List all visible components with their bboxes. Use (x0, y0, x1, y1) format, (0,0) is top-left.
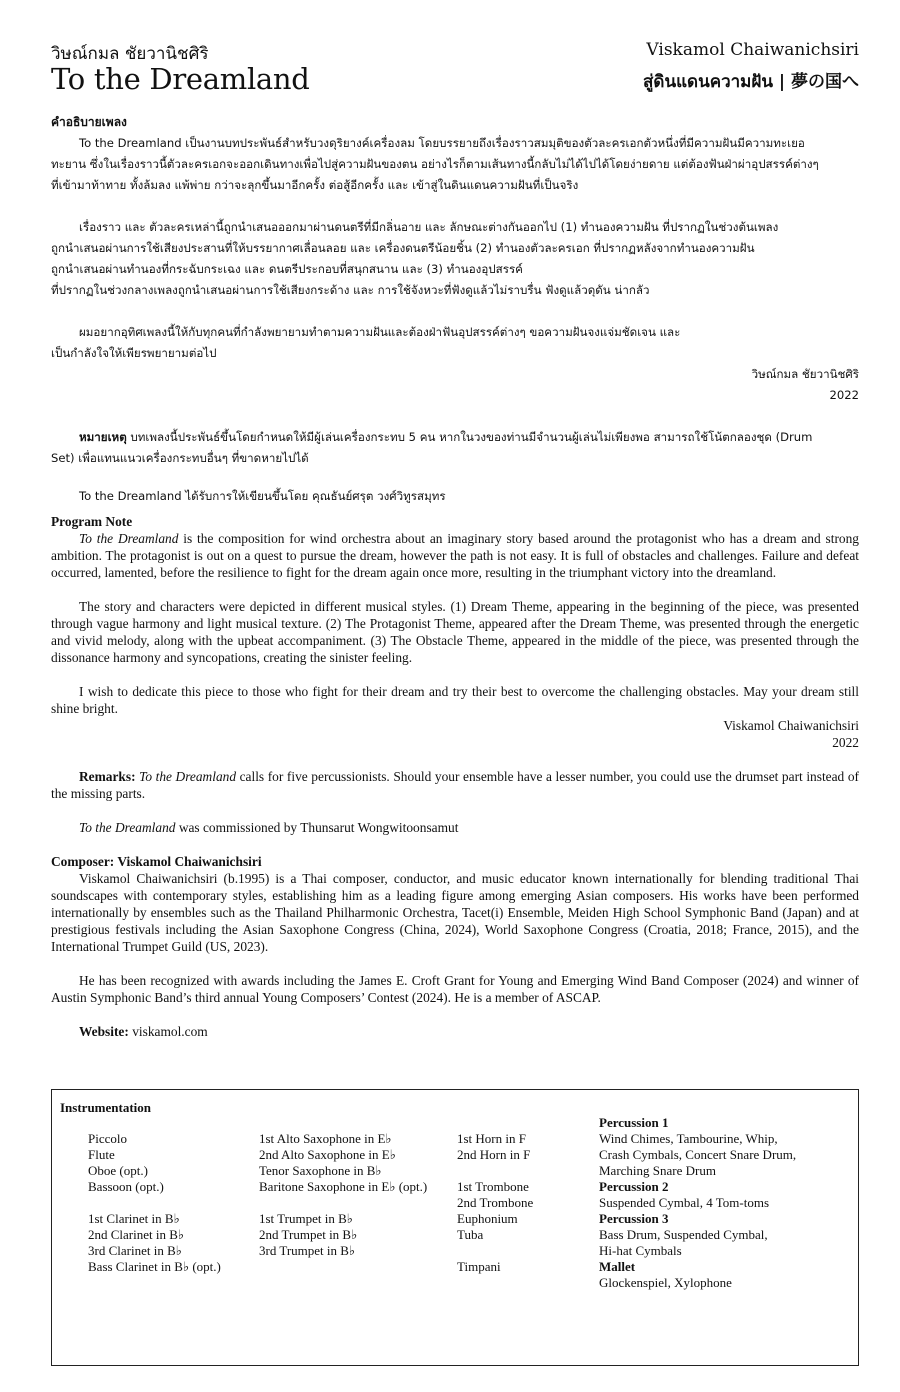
instrumentation-col-saxophones-trumpets (259, 1115, 427, 1275)
instrument-item: 2nd Trombone (457, 1195, 534, 1210)
program-note-heading: Program Note (51, 514, 133, 529)
instrument-item: Glockenspiel, Xylophone (599, 1275, 732, 1290)
instrument-item (457, 1163, 533, 1179)
header (51, 36, 859, 106)
website-label: Website: (79, 1024, 129, 1039)
instrument-item: 1st Clarinet in B♭ (88, 1211, 180, 1226)
thai-remark-label: หมายเหตุ (79, 430, 127, 444)
thai-para2-line: ถูกนำเสนอผ่านการใช้เสียงประสานที่ให้บรรยากาศเลื่อนลอย และ เครื่องดนตรีน้อยชิ้น (2) ทำนองตัวละครเอก ที่ปรากฏหลังจากทำนองความฝัน (51, 241, 755, 255)
piece-title-italic: To the Dreamland (79, 531, 179, 546)
remarks-para (51, 768, 859, 802)
instrument-item: 1st Alto Saxophone in E♭ (259, 1131, 392, 1146)
instrument-item: 1st Horn in F (457, 1131, 526, 1146)
thai-para1-line: ทะยาน ซึ่งในเรื่องราวนี้ตัวละครเอกจะออกเดินทางเพื่อไปสู่ความฝันของตน อย่างไรก็ตามเส้นทางนี้กลับไม่ได้ไปได้โดยง่ายดาย แต่ต้องฟันฝ่าผ่าอุปสรรค์ต่างๆ (51, 157, 819, 171)
percussion-group-heading: Percussion 2 (599, 1179, 669, 1194)
program-note-text: is the composition for wind orchestra about an imaginary story based around the protagonist who has a dream and strong ambition. The protagonist is out on a quest to pursue the dream, however the path is not easy. It is full of obstacles and challenges. Failure and defeat occurred, lamented, before the resilience to fight for the dream again once more, resulting in the triumphant victory into the dreamland. (51, 531, 860, 580)
thai-para2-line: เรื่องราว และ ตัวละครเหล่านี้ถูกนำเสนอออกมาผ่านดนตรีที่มีกลิ่นอาย และ ลักษณะต่างกันออกไป (1) ทำนองความฝัน ที่ปรากฏในช่วงต้นเพลง (79, 220, 779, 234)
instrument-item: Bass Clarinet in B♭ (opt.) (88, 1259, 221, 1274)
english-signature: Viskamol Chaiwanichsiri (723, 718, 859, 733)
thai-heading: คำอธิบายเพลง (51, 115, 127, 129)
instrument-item: Crash Cymbals, Concert Snare Drum, (599, 1147, 797, 1162)
bio-para: He has been recognized with awards including the James E. Croft Grant for Young and Emerging Wind Band Composer (2024) and winner of Austin Symphonic Band’s third annual Young Composers’ Contest (2024). He is a member of ASCAP. (51, 973, 859, 1005)
instrument-item: Flute (88, 1147, 115, 1162)
composer-heading: Composer: Viskamol Chaiwanichsiri (51, 854, 262, 869)
thai-para1-line: To the Dreamland เป็นงานบทประพันธ์สำหรับวงดุริยางค์เครื่องลม โดยบรรยายถึงเรื่องราวสมมุติของตัวละครเอกตัวหนึ่งที่มีความฝันมีความทะเยอ (79, 136, 805, 150)
instrument-item: Piccolo (88, 1131, 127, 1146)
program-note-para (51, 530, 859, 581)
instrument-item (259, 1259, 427, 1275)
piece-title-italic: To the Dreamland (139, 769, 237, 784)
instrument-item: Tuba (457, 1227, 484, 1242)
subtitle-thai: สู่ดินแดนความฝัน | 夢の国へ (643, 72, 859, 92)
instrument-item: 2nd Horn in F (457, 1147, 531, 1162)
instrument-item: 3rd Trumpet in B♭ (259, 1243, 356, 1258)
instrumentation-col-percussion (599, 1115, 796, 1291)
english-year: 2022 (832, 735, 859, 750)
commission-text: was commissioned by Thunsarut Wongwitoonsamut (175, 820, 459, 835)
instrument-item (88, 1115, 221, 1131)
instrument-item (259, 1195, 427, 1211)
instrument-item (259, 1115, 427, 1131)
instrument-item: 1st Trombone (457, 1179, 529, 1194)
piece-title-italic: To the Dreamland (79, 820, 176, 835)
thai-year: 2022 (829, 388, 859, 402)
thai-remark-line: Set) เพื่อแทนแนวเครื่องกระทบอื่นๆ ที่ขาดหายไปได้ (51, 451, 309, 465)
thai-para2-line: ที่ปรากฏในช่วงกลางเพลงถูกนำเสนอผ่านการใช้เสียงกระด้าง และ การใช้จังหวะที่ฟังดูแล้วไม่ราบรื่น ฟังดูแล้วดุดัน น่ากลัว (51, 283, 650, 297)
instrument-item: Baritone Saxophone in E♭ (opt.) (259, 1179, 428, 1194)
instrument-item: 1st Trumpet in B♭ (259, 1211, 353, 1226)
program-note-para: The story and characters were depicted in different musical styles. (1) Dream Theme, appearing in the beginning of the piece, was presented through vague harmony and light musical texture. (2) The Protagonist Theme, appeared after the Dream Theme, was presented through the energetic and vivid melody, along with the upbeat accompaniment. (3) The Obstacle Theme, appeared in the middle of the piece, was presented through the dissonance harmony and syncopations, creating the sinister feeling. (51, 599, 859, 665)
thai-para3-line: เป็นกำลังใจให้เพียรพยายามต่อไป (51, 346, 217, 360)
website-link[interactable]: viskamol.com (128, 1024, 208, 1039)
bio-para: Viskamol Chaiwanichsiri (b.1995) is a Thai composer, conductor, and music educator known internationally for blending traditional Thai soundscapes with contemporary styles, establishing him as a leading figure among emerging Asian composers. His works have been performed internationally by ensembles such as the Thailand Philharmonic Orchestra, Tacet(i) Ensemble, Meiden High School Symphonic Band (Japan) and at prestigious festivals including the Asian Saxophone Congress (China, 2024), World Saxophone Congress (Croatia, 2018; France, 2015), and the International Trumpet Guild (US, 2023). (51, 871, 859, 954)
thai-para2-line: ถูกนำเสนอผ่านทำนองที่กระฉับกระเฉง และ ดนตรีประกอบที่สนุกสนาน และ (3) ทำนองอุปสรรค์ (51, 262, 523, 276)
instrument-item: Suspended Cymbal, 4 Tom-toms (599, 1195, 770, 1210)
percussion-group-heading: Mallet (599, 1259, 636, 1274)
instrument-item (457, 1243, 533, 1259)
instrument-item: Oboe (opt.) (88, 1163, 148, 1178)
instrument-item: Euphonium (457, 1211, 518, 1226)
title-thai: วิษณ์กมล ชัยวานิชศิริ (51, 44, 209, 64)
page-title: To the Dreamland (51, 62, 310, 96)
english-program-note (51, 513, 859, 1040)
instrumentation-col-woodwinds (88, 1115, 221, 1275)
instrumentation-col-brass (457, 1115, 533, 1275)
commission-para (51, 819, 859, 836)
thai-remark-text: บทเพลงนี้ประพันธ์ขึ้นโดยกำหนดให้มีผู้เล่นเครื่องกระทบ 5 คน หากในวงของท่านมีจำนวนผู้เล่นไม่เพียงพอ สามารถใช้โน้ตกลองชุด (Drum (126, 430, 813, 444)
page (51, 36, 859, 1040)
instrument-item: Marching Snare Drum (599, 1163, 716, 1178)
thai-program-note (51, 112, 859, 507)
instrument-item: 3rd Clarinet in B♭ (88, 1243, 182, 1258)
instrument-item (457, 1115, 533, 1131)
thai-para1-line: ที่เข้ามาท้าทาย ทั้งล้มลง แพ้พ่าย กว่าจะลุกขึ้นมาอีกครั้ง ต่อสู้อีกครั้ง และ เข้าสู่ในดินแดนความฝันที่เป็นจริง (51, 178, 579, 192)
percussion-group-heading: Percussion 1 (599, 1115, 669, 1130)
instrument-item: 2nd Trumpet in B♭ (259, 1227, 358, 1242)
instrument-item: 2nd Clarinet in B♭ (88, 1227, 185, 1242)
percussion-group-heading: Percussion 3 (599, 1211, 669, 1226)
instrument-item: Tenor Saxophone in B♭ (259, 1163, 382, 1178)
instrument-item: 2nd Alto Saxophone in E♭ (259, 1147, 396, 1162)
thai-remark-line (51, 427, 859, 448)
program-note-para: I wish to dedicate this piece to those who fight for their dream and try their best to overcome the challenging obstacles. May your dream still shine bright. (51, 684, 859, 716)
instrument-item: Bass Drum, Suspended Cymbal, (599, 1227, 768, 1242)
instrument-item (88, 1195, 221, 1211)
instrument-item: Hi-hat Cymbals (599, 1243, 682, 1258)
composer-name: Viskamol Chaiwanichsiri (646, 40, 859, 60)
website-line (51, 1023, 859, 1040)
thai-signature: วิษณ์กมล ชัยวานิชศิริ (751, 367, 859, 381)
instrument-item: Wind Chimes, Tambourine, Whip, (599, 1131, 778, 1146)
remarks-label: Remarks: (79, 769, 136, 784)
instrument-item: Timpani (457, 1259, 501, 1274)
thai-para3-line: ผมอยากอุทิศเพลงนี้ให้กับทุกคนที่กำลังพยายามทำตามความฝันและต้องฝ่าฟันอุปสรรค์ต่างๆ ขอความฝันจงแจ่มชัดเจน และ (79, 325, 681, 339)
instrument-item: Bassoon (opt.) (88, 1179, 164, 1194)
thai-commission: To the Dreamland ได้รับการให้เขียนขึ้นโดย คุณธันย์ศรุต วงศ์วิทูรสมุทร (79, 489, 446, 503)
remarks-text: calls for five percussionists. Should your ensemble have a lesser number, you could use the drumset part instead of the missing parts. (51, 769, 859, 801)
instrumentation-title: Instrumentation (60, 1100, 152, 1115)
instrumentation-box (51, 1089, 859, 1366)
